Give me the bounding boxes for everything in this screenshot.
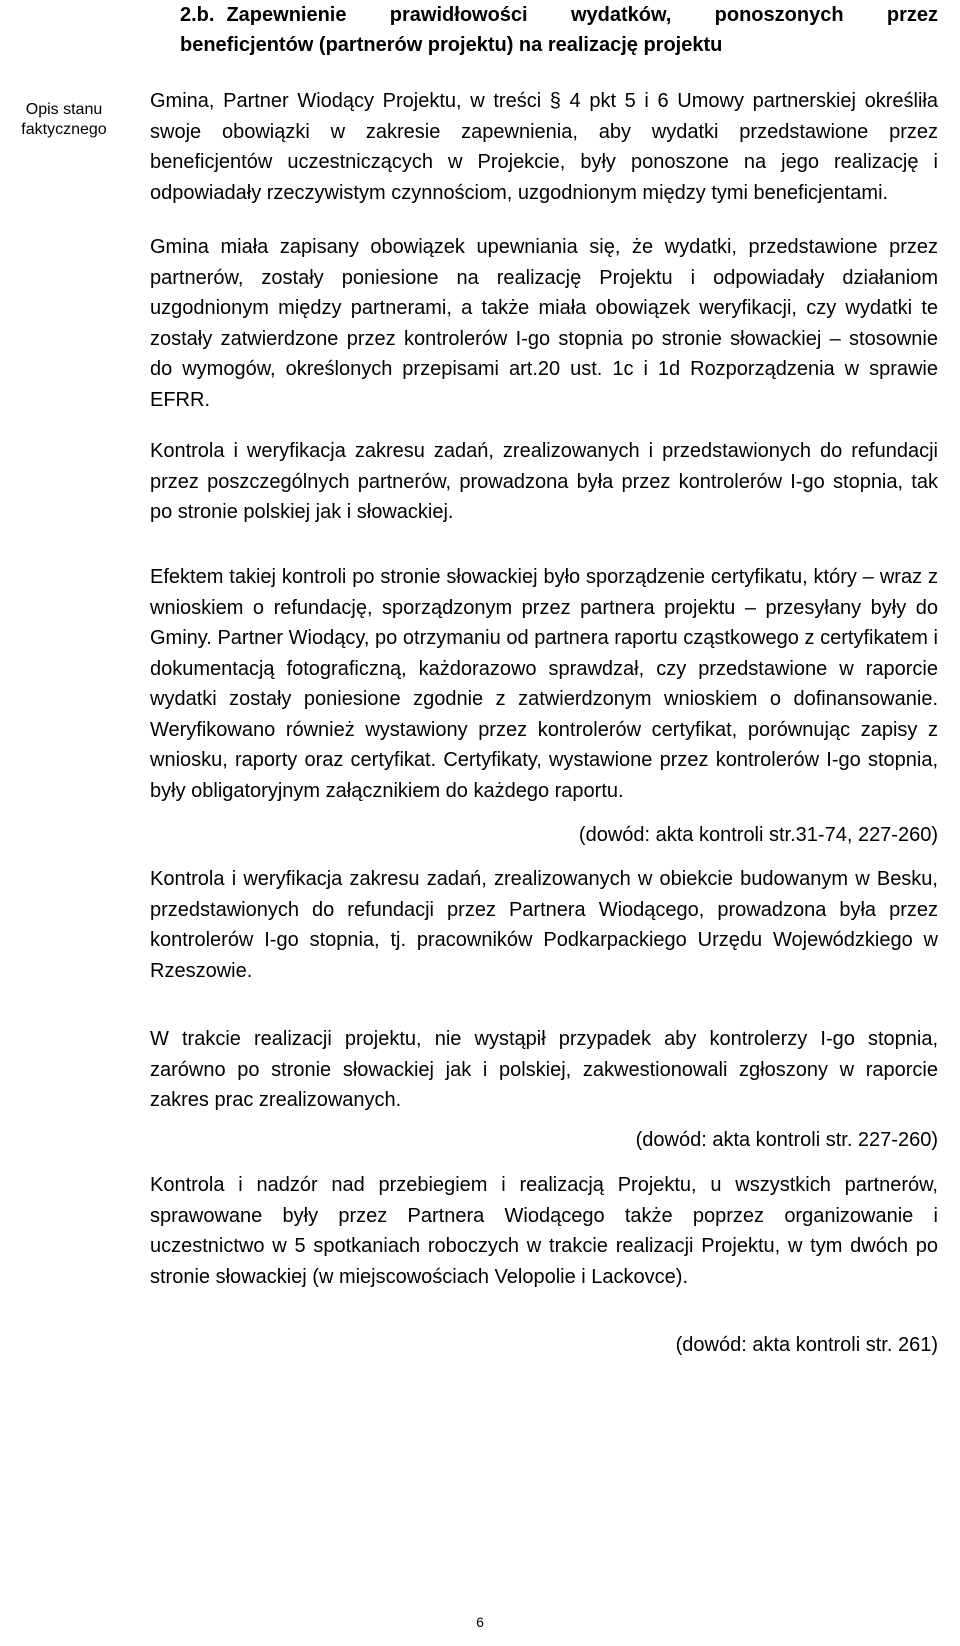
section-title-line1: Zapewnienie prawidłowości wydatków, ponoszonych przez: [226, 4, 938, 26]
evidence-note-2: (dowód: akta kontroli str. 227-260): [635, 1129, 938, 1151]
section-title-line2: beneficjentów (partnerów projektu) na realizację projektu: [180, 34, 723, 56]
paragraph-1: Gmina, Partner Wiodący Projektu, w treści § 4 pkt 5 i 6 Umowy partnerskiej określiła swoje obowiązki w zakresie zapewnienia, aby wydatki przedstawione przez beneficjentów uczestniczących w Projekcie, były ponoszone na jego realizację i odpowiadały rzeczywistym czynnościom, uzgodnionym między tymi beneficjentami.: [150, 90, 938, 204]
paragraph-4: Efektem takiej kontroli po stronie słowackiej było sporządzenie certyfikatu, który – wraz z wnioskiem o refundację, sporządzonym przez partnera projektu – przesyłany były do Gminy. Partner Wiodący, po otrzymaniu od partnera raportu cząstkowego z certyfikatem i dokumentacją fotograficzną, każdorazowo sprawdzał, czy przedstawione w raporcie wydatki zostały poniesione zgodnie z zatwierdzonym wnioskiem o dofinansowanie. Weryfikowano również wystawiony przez kontrolerów certyfikat, porównując zapisy z wniosku, raporty oraz certyfikat. Certyfikaty, wystawione przez kontrolerów I-go stopnia, były obligatoryjnym załącznikiem do każdego raportu.: [150, 566, 938, 802]
page-number: 6: [476, 1614, 484, 1630]
paragraph-6: W trakcie realizacji projektu, nie wystąpił przypadek aby kontrolerzy I-go stopnia, zarówno po stronie słowackiej jak i polskiej, zakwestionowali zgłoszony w raporcie zakres prac zrealizowanych.: [150, 1028, 938, 1111]
section-number: 2.b.: [180, 4, 215, 26]
paragraph-2: Gmina miała zapisany obowiązek upewniania się, że wydatki, przedstawione przez partnerów, zostały poniesione na realizację Projektu i odpowiadały działaniom uzgodnionym między partnerami, a także miała obowiązek weryfikacji, czy wydatki te zostały zatwierdzone przez kontrolerów I-go stopnia po stronie słowackiej – stosownie do wymogów, określonych przepisami art.20 ust. 1c i 1d Rozporządzenia w sprawie EFRR.: [150, 236, 938, 411]
evidence-note-1: (dowód: akta kontroli str.31-74, 227-260): [578, 824, 938, 846]
paragraph-5: Kontrola i weryfikacja zakresu zadań, zrealizowanych w obiekcie budowanym w Besku, przedstawionych do refundacji przez Partnera Wiodącego, prowadzona była przez kontrolerów I-go stopnia, tj. pracowników Podkarpackiego Urzędu Wojewódzkiego w Rzeszowie.: [150, 868, 938, 982]
paragraph-7: Kontrola i nadzór nad przebiegiem i realizacją Projektu, u wszystkich partnerów, sprawowane były przez Partnera Wiodącego także poprzez organizowanie i uczestnictwo w 5 spotkaniach roboczych w trakcie realizacji Projektu, w tym dwóch po stronie słowackiej (w miejscowościach Velopolie i Lackovce).: [150, 1174, 938, 1288]
section-heading-line1: [180, 0, 938, 30]
margin-label-line2: faktycznego: [21, 121, 107, 138]
margin-label: [0, 100, 128, 140]
paragraph-3: Kontrola i weryfikacja zakresu zadań, zrealizowanych i przedstawionych do refundacji przez poszczególnych partnerów, prowadzona była przez kontrolerów I-go stopnia, tak po stronie polskiej jak i słowackiej.: [150, 440, 938, 523]
margin-label-line1: Opis stanu: [25, 101, 103, 118]
section-heading: [180, 0, 938, 60]
evidence-note-3: (dowód: akta kontroli str. 261): [675, 1334, 938, 1356]
